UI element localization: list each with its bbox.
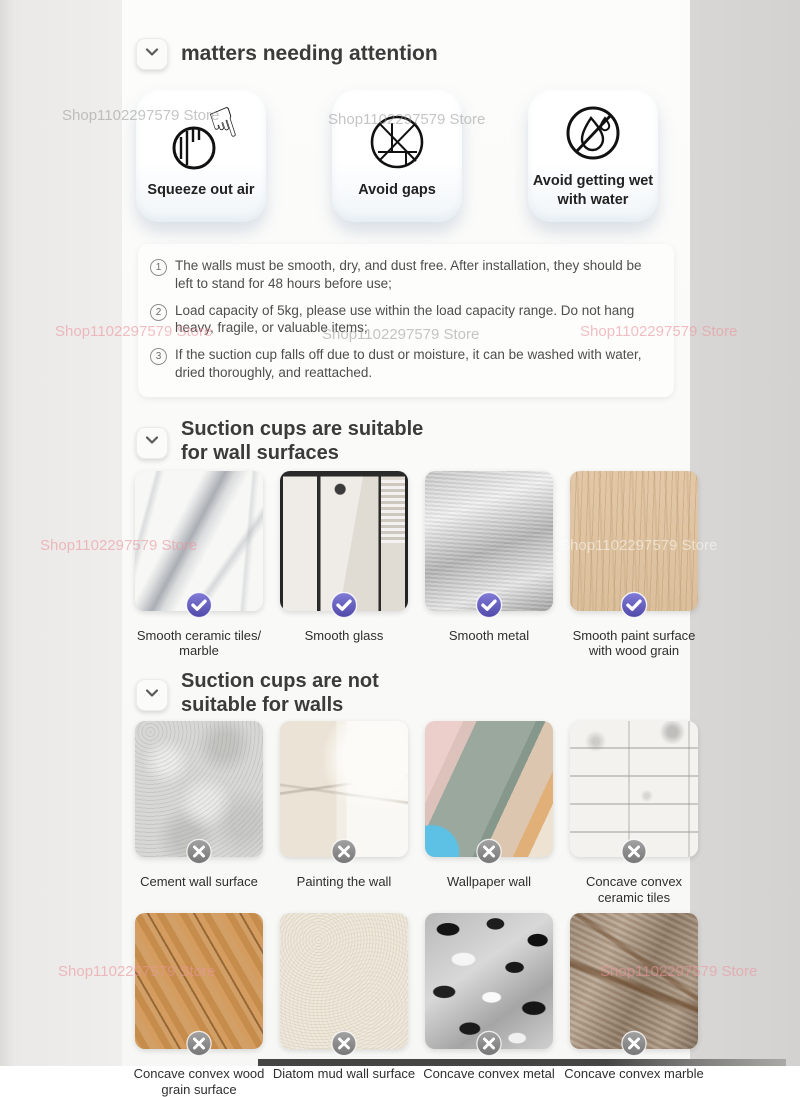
store-watermark: Shop1102297579 Store <box>62 107 220 124</box>
hammered-metal-image <box>425 913 553 1049</box>
unsuitable-tiles-row-2 <box>122 905 704 1097</box>
x-badge <box>621 1030 648 1062</box>
surface-label: Concave convex marble <box>564 1066 704 1082</box>
x-badge <box>476 1030 503 1062</box>
suitable-section-title: Suction cups are suitable for wall surfaces <box>181 417 424 464</box>
surface-label: Concave convex wood grain surface <box>133 1066 265 1097</box>
attention-collapse-button[interactable] <box>136 38 168 70</box>
attention-section-header <box>122 0 690 70</box>
note-item <box>150 257 660 293</box>
attention-card-water <box>528 90 658 222</box>
surface-tile-wood-planks <box>135 913 263 1097</box>
surface-tile-paint-wood <box>570 471 698 659</box>
note-number-badge: 3 <box>150 348 167 365</box>
squeeze-out-air-icon <box>169 97 244 174</box>
page-right-margin <box>690 0 800 1066</box>
x-badge <box>331 838 358 870</box>
attention-card-gaps <box>332 90 462 222</box>
surface-tile-brown-marble <box>564 913 704 1097</box>
surface-tile-wallpaper <box>425 721 553 905</box>
surface-tile-diatom <box>272 913 416 1097</box>
store-watermark: Shop1102297579 Store <box>560 537 718 554</box>
note-item <box>150 346 660 382</box>
surface-label: Smooth metal <box>448 627 530 643</box>
avoid-water-icon <box>561 101 625 165</box>
surface-label: Wallpaper wall <box>446 874 532 890</box>
wallpaper-rolls-image <box>425 721 553 857</box>
surface-tile-glass <box>280 471 408 659</box>
white-brick-image <box>570 721 698 857</box>
note-number-badge: 1 <box>150 259 167 276</box>
check-badge <box>475 591 503 624</box>
surface-tile-ceramic-marble <box>135 471 263 659</box>
store-watermark: Shop1102297579 Store <box>580 323 738 340</box>
unsuitable-section-title: Suction cups are not suitable for walls <box>181 670 379 717</box>
page-left-margin <box>0 0 122 1066</box>
attention-card-label: Avoid getting wet with water <box>532 173 654 208</box>
check-badge <box>185 591 213 624</box>
chevron-down-icon <box>143 43 161 66</box>
x-badge <box>186 1030 213 1062</box>
x-badge <box>331 1030 358 1062</box>
cement-wall-image <box>135 721 263 857</box>
surface-tile-brick-tiles <box>570 721 698 905</box>
attention-section-title: matters needing attention <box>181 42 438 65</box>
note-item <box>150 302 660 338</box>
wood-planks-image <box>135 913 263 1049</box>
surface-tile-cement <box>135 721 263 905</box>
notes-panel <box>138 244 674 397</box>
unsuitable-collapse-button[interactable] <box>136 679 168 711</box>
attention-cards-row <box>122 70 690 222</box>
diatom-mud-image <box>280 913 408 1049</box>
note-text: The walls must be smooth, dry, and dust free. After installation, they should be left to stand for 48 hours before use; <box>175 258 642 291</box>
attention-card-squeeze <box>136 90 266 222</box>
avoid-gaps-icon <box>365 110 429 174</box>
surface-label: Concave convex ceramic tiles <box>585 874 683 905</box>
pressing-hand-glyph: ☟ <box>204 97 244 153</box>
store-watermark: Shop1102297579 Store <box>600 963 758 980</box>
shower-glass-image <box>280 471 408 611</box>
note-number-badge: 2 <box>150 304 167 321</box>
store-watermark: Shop1102297579 Store <box>328 111 486 128</box>
surface-tile-metal <box>425 471 553 659</box>
store-watermark: Shop1102297579 Store <box>55 323 213 340</box>
suitable-tiles-row <box>122 465 696 659</box>
store-watermark: Shop1102297579 Store <box>58 963 216 980</box>
surface-label: Concave convex metal <box>423 1066 555 1082</box>
next-image-top-edge <box>258 1059 786 1066</box>
surface-tile-painting <box>280 721 408 905</box>
surface-label: Painting the wall <box>296 874 392 890</box>
store-watermark: Shop1102297579 Store <box>40 537 198 554</box>
x-badge <box>621 838 648 870</box>
brown-marble-image <box>570 913 698 1049</box>
surface-label: Smooth ceramic tiles/ marble <box>136 627 262 659</box>
attention-card-label: Avoid gaps <box>358 182 436 199</box>
smooth-metal-image <box>425 471 553 611</box>
check-badge <box>330 591 358 624</box>
painted-wall-image <box>280 721 408 857</box>
surface-label: Diatom mud wall surface <box>272 1066 416 1082</box>
store-watermark: Shop1102297579 Store <box>322 326 480 343</box>
note-text: Load capacity of 5kg, please use within the load capacity range. Do not hang heavy, fragile, or valuable items; <box>175 302 635 336</box>
chevron-down-icon <box>143 431 161 454</box>
x-badge <box>476 838 503 870</box>
unsuitable-tiles-row-1 <box>122 717 690 905</box>
note-text: If the suction cup falls off due to dust or moisture, it can be washed with water, dried thoroughly, and reattached. <box>175 347 642 381</box>
content-column <box>122 0 704 1097</box>
x-badge <box>186 838 213 870</box>
wood-grain-paint-image <box>570 471 698 611</box>
surface-tile-hammered-metal <box>425 913 553 1097</box>
attention-card-label: Squeeze out air <box>147 182 255 199</box>
chevron-down-icon <box>143 684 161 707</box>
unsuitable-section-header <box>122 659 690 717</box>
suitable-collapse-button[interactable] <box>136 427 168 459</box>
surface-label: Cement wall surface <box>140 874 258 890</box>
suitable-section-header <box>122 397 690 465</box>
marble-surface-image <box>135 471 263 611</box>
check-badge <box>620 591 648 624</box>
surface-label: Smooth glass <box>304 627 384 643</box>
surface-label: Smooth paint surface with wood grain <box>572 627 696 659</box>
